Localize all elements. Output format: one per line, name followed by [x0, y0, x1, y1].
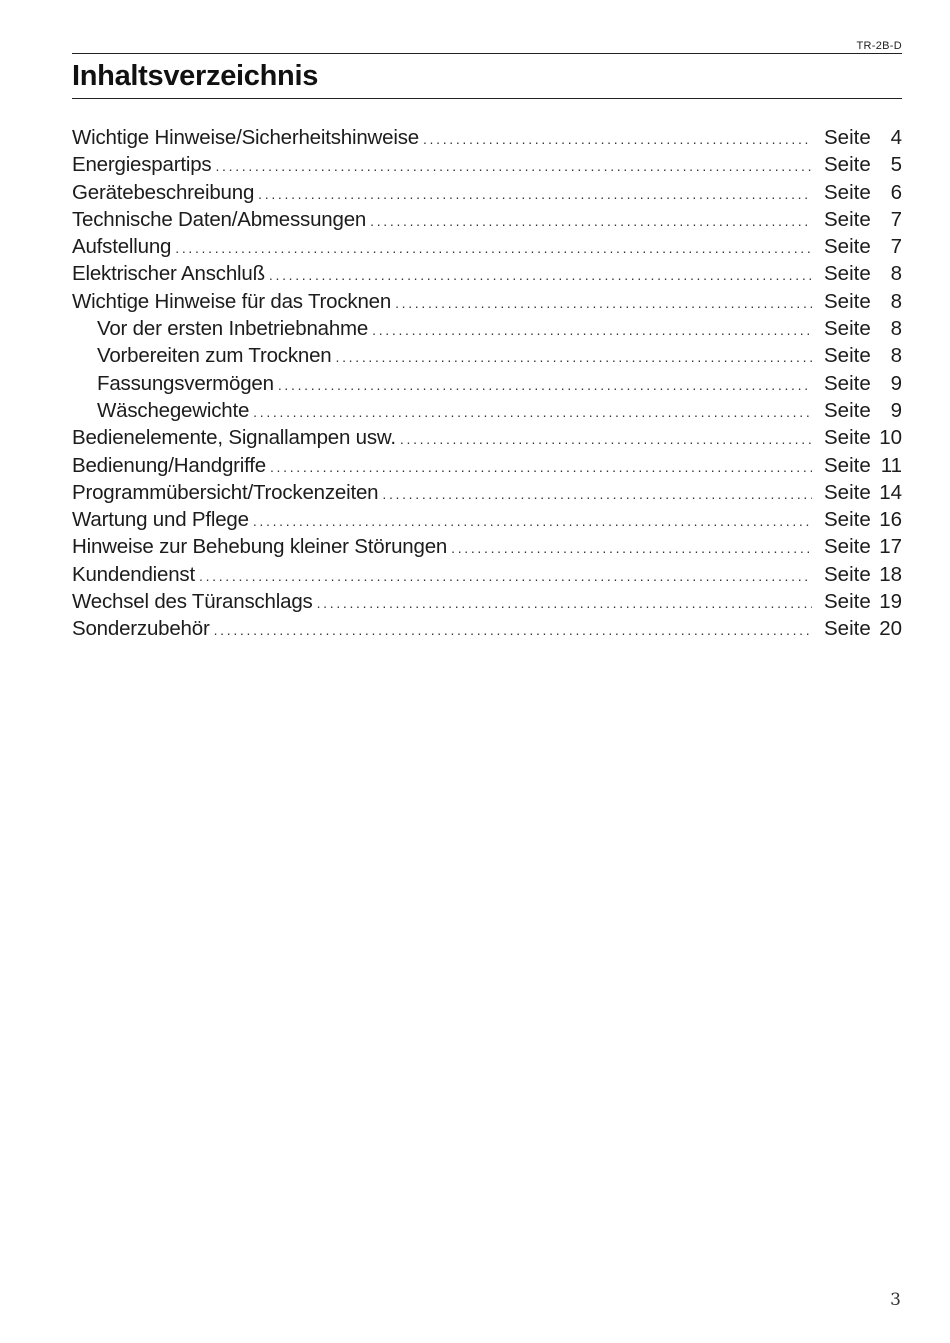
- toc-entry-title: Vor der ersten Inbetriebnahme: [97, 317, 369, 341]
- toc-page-number: 10: [879, 426, 902, 450]
- toc-dot-leader: [199, 563, 812, 588]
- toc-entry[interactable]: [72, 179, 902, 206]
- toc-seite-label: Seite: [824, 126, 871, 149]
- toc-entry[interactable]: [72, 124, 902, 151]
- toc-page-number: 6: [890, 180, 902, 204]
- toc-entry[interactable]: [72, 233, 902, 260]
- toc-entry-title: Kundendienst: [72, 562, 195, 586]
- toc-page-number: 17: [879, 535, 902, 559]
- toc-entry-title: Vorbereiten zum Trocknen: [97, 344, 332, 368]
- page-title: Inhaltsverzeichnis: [72, 60, 319, 92]
- toc-entry[interactable]: [72, 506, 902, 533]
- toc-entry-title: Wechsel des Türanschlags: [72, 590, 313, 614]
- toc-page-number: 19: [879, 590, 902, 614]
- toc-seite-label: Seite: [824, 207, 871, 231]
- page-number: 3: [890, 1290, 901, 1310]
- document-code: TR-2B-D: [856, 40, 902, 52]
- toc-dot-leader: [370, 208, 812, 233]
- toc-dot-leader: [269, 262, 812, 287]
- toc-seite-label: Seite: [824, 153, 871, 177]
- toc-entry-title: Wichtige Hinweise für das Trocknen: [72, 289, 392, 313]
- toc-entry-title: Programmübersicht/Trockenzeiten: [72, 480, 379, 504]
- toc-seite-label: Seite: [824, 317, 871, 341]
- toc-entry-title: Fassungsvermögen: [97, 371, 274, 395]
- toc-entry-title: Bedienung/Handgriffe: [72, 453, 266, 477]
- toc-entry[interactable]: [72, 479, 902, 506]
- toc-dot-leader: [372, 317, 812, 342]
- toc-entry[interactable]: [72, 288, 902, 315]
- toc-entry-title: Aufstellung: [72, 235, 172, 259]
- toc-dot-leader: [215, 153, 812, 178]
- toc-dot-leader: [395, 290, 812, 315]
- toc-seite-label: Seite: [824, 180, 871, 204]
- toc-seite-label: Seite: [824, 453, 871, 477]
- toc-dot-leader: [278, 372, 812, 397]
- toc-dot-leader: [451, 535, 812, 560]
- toc-entry-title: Wichtige Hinweise/Sicherheitshinweise: [72, 126, 419, 149]
- toc-seite-label: Seite: [824, 426, 871, 450]
- toc-entry[interactable]: [72, 424, 902, 451]
- toc-entry-title: Hinweise zur Behebung kleiner Störungen: [72, 535, 448, 559]
- toc-entry[interactable]: [72, 206, 902, 233]
- toc-subentry[interactable]: [72, 315, 902, 342]
- toc-seite-label: Seite: [824, 398, 871, 422]
- toc-page-number: 8: [890, 289, 902, 313]
- toc-dot-leader: [253, 399, 812, 424]
- toc-page-number: 8: [890, 344, 902, 368]
- toc-seite-label: Seite: [824, 617, 871, 641]
- toc-seite-label: Seite: [824, 562, 871, 586]
- toc-page-number: 16: [879, 508, 902, 532]
- toc-seite-label: Seite: [824, 508, 871, 532]
- toc-page-number: 7: [890, 235, 902, 259]
- toc-entry-title: Bedienelemente, Signallampen usw.: [72, 426, 396, 450]
- toc-dot-leader: [175, 235, 812, 260]
- toc-dot-leader: [400, 426, 812, 451]
- toc-page-number: 8: [890, 317, 902, 341]
- toc-entry-title: Wartung und Pflege: [72, 508, 249, 532]
- toc-entry[interactable]: [72, 561, 902, 588]
- toc-seite-label: Seite: [824, 480, 871, 504]
- header-bottom-rule: [72, 98, 902, 99]
- toc-page-number: 14: [879, 480, 902, 504]
- toc-entry[interactable]: [72, 533, 902, 560]
- toc-entry-title: Gerätebeschreibung: [72, 180, 255, 204]
- toc-dot-leader: [317, 590, 812, 615]
- toc-entry-title: Wäschegewichte: [97, 398, 250, 422]
- toc-dot-leader: [382, 481, 812, 506]
- toc-seite-label: Seite: [824, 590, 871, 614]
- toc-dot-leader: [253, 508, 812, 533]
- toc-page-number: 11: [880, 453, 902, 477]
- toc-dot-leader: [214, 617, 812, 642]
- toc-entry[interactable]: [72, 452, 902, 479]
- toc-seite-label: Seite: [824, 235, 871, 259]
- toc-dot-leader: [270, 454, 812, 479]
- toc-entry[interactable]: [72, 260, 902, 287]
- toc-entry-title: Sonderzubehör: [72, 617, 210, 641]
- header-top-rule: [72, 53, 902, 54]
- toc-seite-label: Seite: [824, 289, 871, 313]
- toc-entry[interactable]: [72, 615, 902, 642]
- toc-page-number: 9: [890, 398, 902, 422]
- toc-page-number: 8: [890, 262, 902, 286]
- toc-entry-title: Technische Daten/Abmessungen: [72, 207, 367, 231]
- toc-subentry[interactable]: [72, 397, 902, 424]
- toc-dot-leader: [336, 344, 813, 369]
- toc-page-number: 20: [879, 617, 902, 641]
- toc-seite-label: Seite: [824, 262, 871, 286]
- toc-page-number: 4: [890, 126, 902, 149]
- toc-entry[interactable]: [72, 151, 902, 178]
- toc-subentry[interactable]: [72, 370, 902, 397]
- toc-dot-leader: [423, 126, 812, 151]
- toc-entry[interactable]: [72, 588, 902, 615]
- toc-dot-leader: [258, 181, 812, 206]
- toc-subentry[interactable]: [72, 342, 902, 369]
- toc-page-number: 7: [890, 207, 902, 231]
- toc-page-number: 9: [890, 371, 902, 395]
- toc-seite-label: Seite: [824, 371, 871, 395]
- toc-seite-label: Seite: [824, 344, 871, 368]
- toc-entry-title: Energiespartips: [72, 153, 212, 177]
- table-of-contents: [72, 124, 902, 643]
- toc-seite-label: Seite: [824, 535, 871, 559]
- toc-page-number: 5: [890, 153, 902, 177]
- toc-entry-title: Elektrischer Anschluß: [72, 262, 265, 286]
- toc-page-number: 18: [879, 562, 902, 586]
